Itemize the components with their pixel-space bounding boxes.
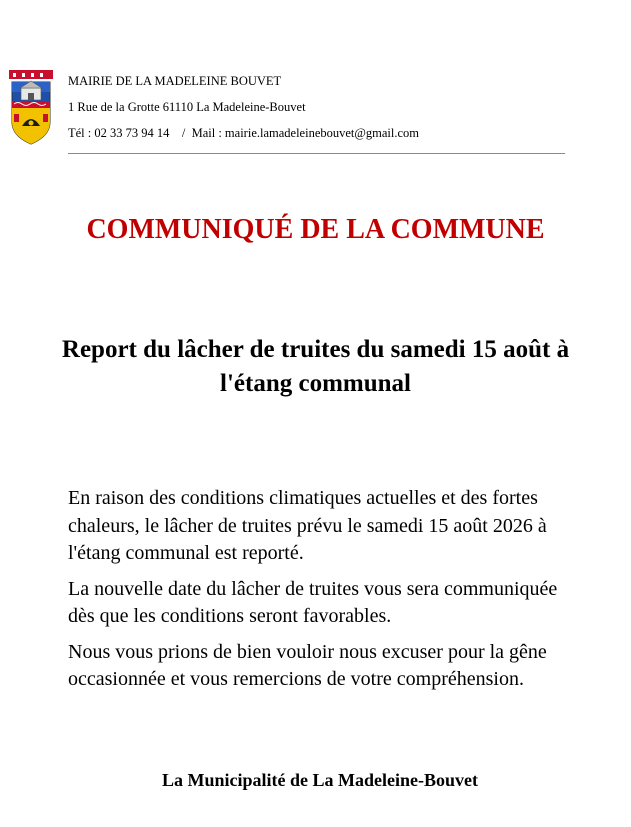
notice-title: Report du lâcher de truites du samedi 15 août à l'étang communal: [61, 336, 570, 397]
signature: La Municipalité de La Madeleine-Bouvet: [162, 770, 478, 790]
header-divider: [68, 153, 565, 154]
mairie-contact: Tél : 02 33 73 94 14 / Mail : mairie.lamadeleinebouvet@gmail.com: [68, 126, 420, 140]
notice-heading: COMMUNIQUÉ DE LA COMMUNE: [86, 214, 545, 245]
coat-of-arms-icon: [8, 70, 54, 148]
mairie-address: 1 Rue de la Grotte 61110 La Madeleine-Bouvet: [68, 100, 306, 114]
notice-body: [68, 485, 578, 702]
body-paragraph: Nous vous prions de bien vouloir nous excuser pour la gêne occasionnée et vous remercions de votre compréhension.: [68, 640, 547, 690]
body-paragraph: En raison des conditions climatiques actuelles et des fortes chaleurs, le lâcher de truites prévu le samedi 15 août 2026 à l'étang communal est reporté.: [68, 487, 547, 564]
letterhead: [68, 68, 568, 146]
mairie-name: MAIRIE DE LA MADELEINE BOUVET: [68, 74, 282, 88]
body-paragraph: La nouvelle date du lâcher de truites vous sera communiquée dès que les conditions seront favorables.: [68, 577, 558, 627]
